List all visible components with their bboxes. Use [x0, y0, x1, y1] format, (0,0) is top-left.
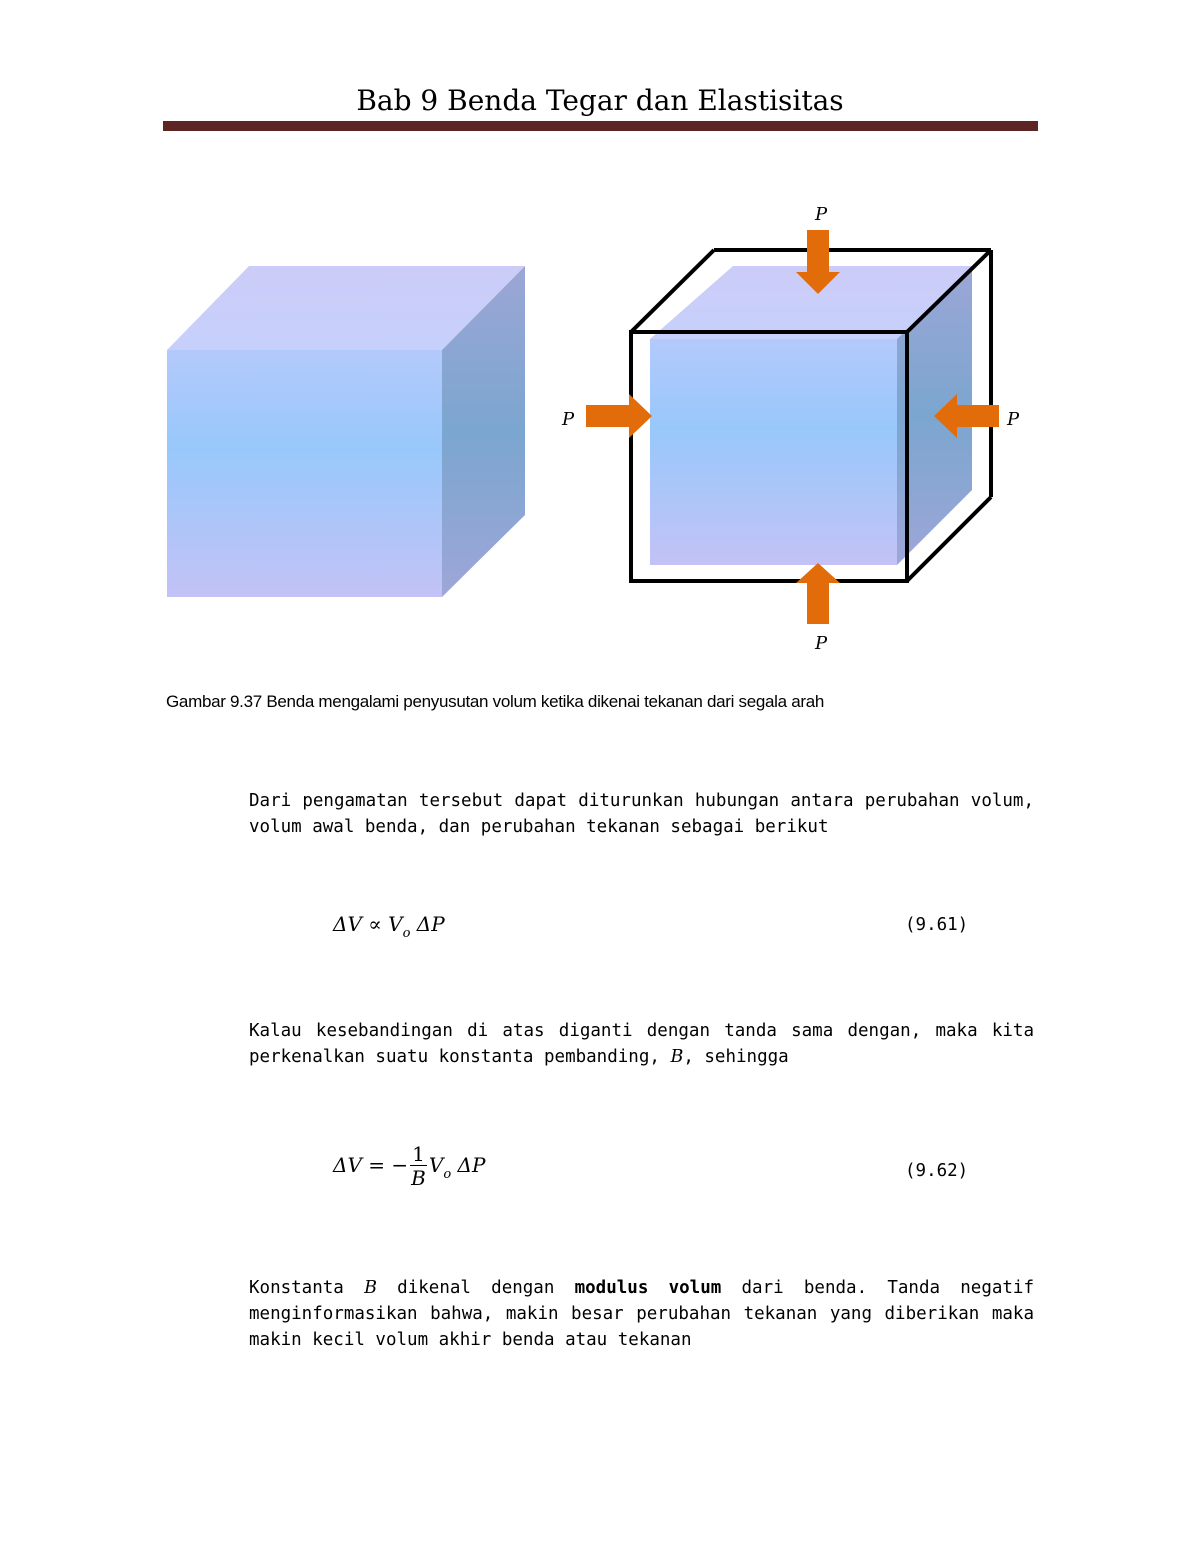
eq1-subscript: o — [402, 926, 411, 941]
paragraph-2 — [249, 1018, 1034, 1070]
eq2-lhs: ΔV = − — [333, 1153, 409, 1177]
eq2-fraction — [410, 1143, 427, 1190]
pressure-label-left: P — [562, 409, 575, 430]
figure-caption: Gambar 9.37 Benda mengalami penyusutan volum ketika dikenai tekanan dari segala arah — [166, 692, 825, 711]
page-title: Bab 9 Benda Tegar dan Elastisitas — [356, 84, 844, 117]
para3-text-c: dari benda. Tanda negatif menginformasikan bahwa, makin besar perubahan tekanan yang diberikan maka makin kecil volum akhir benda atau tekanan — [249, 1278, 1034, 1349]
compressed-cube-front — [650, 339, 897, 565]
para2-variable-b: B — [670, 1047, 684, 1067]
eq2-volume: V — [428, 1153, 444, 1177]
original-cube — [167, 266, 525, 597]
equation-number-9-62: (9.62) — [905, 1161, 969, 1181]
eq2-numerator: 1 — [412, 1142, 425, 1166]
para3-text-b: dikenal dengan — [376, 1278, 575, 1298]
para3-bold-term: modulus volum — [574, 1278, 722, 1298]
compressed-cube — [650, 266, 972, 565]
eq1-lhs: ΔV ∝ V — [333, 912, 403, 936]
eq1-rhs: ΔP — [410, 912, 445, 936]
eq2-subscript: o — [443, 1167, 452, 1182]
para3-text-a: Konstanta — [249, 1278, 365, 1298]
para2-text-b: , sehingga — [683, 1047, 789, 1067]
eq2-denominator: B — [411, 1166, 426, 1190]
original-cube-front — [167, 350, 442, 597]
equation-9-62 — [333, 1143, 485, 1190]
para2-text-a: Kalau kesebandingan di atas diganti dengan tanda sama dengan, maka kita perkenalkan suatu konstanta pembanding, — [249, 1021, 1034, 1067]
equation-9-61 — [333, 912, 445, 941]
paragraph-3 — [249, 1275, 1034, 1349]
eq2-rhs: ΔP — [451, 1153, 486, 1177]
paragraph-3-container — [249, 1275, 1034, 1349]
figure-compression-cubes — [0, 0, 1200, 680]
pressure-label-right: P — [1007, 409, 1020, 430]
paragraph-1: Dari pengamatan tersebut dapat diturunkan hubungan antara perubahan volum, volum awal benda, dan perubahan tekanan sebagai berikut — [249, 791, 1034, 837]
equation-number-9-61: (9.61) — [905, 915, 969, 935]
arrow-left — [586, 394, 652, 438]
pressure-label-bottom: P — [815, 633, 828, 654]
pressure-label-top: P — [815, 204, 828, 225]
para3-variable-b: B — [364, 1278, 377, 1298]
arrow-bottom — [796, 563, 840, 624]
